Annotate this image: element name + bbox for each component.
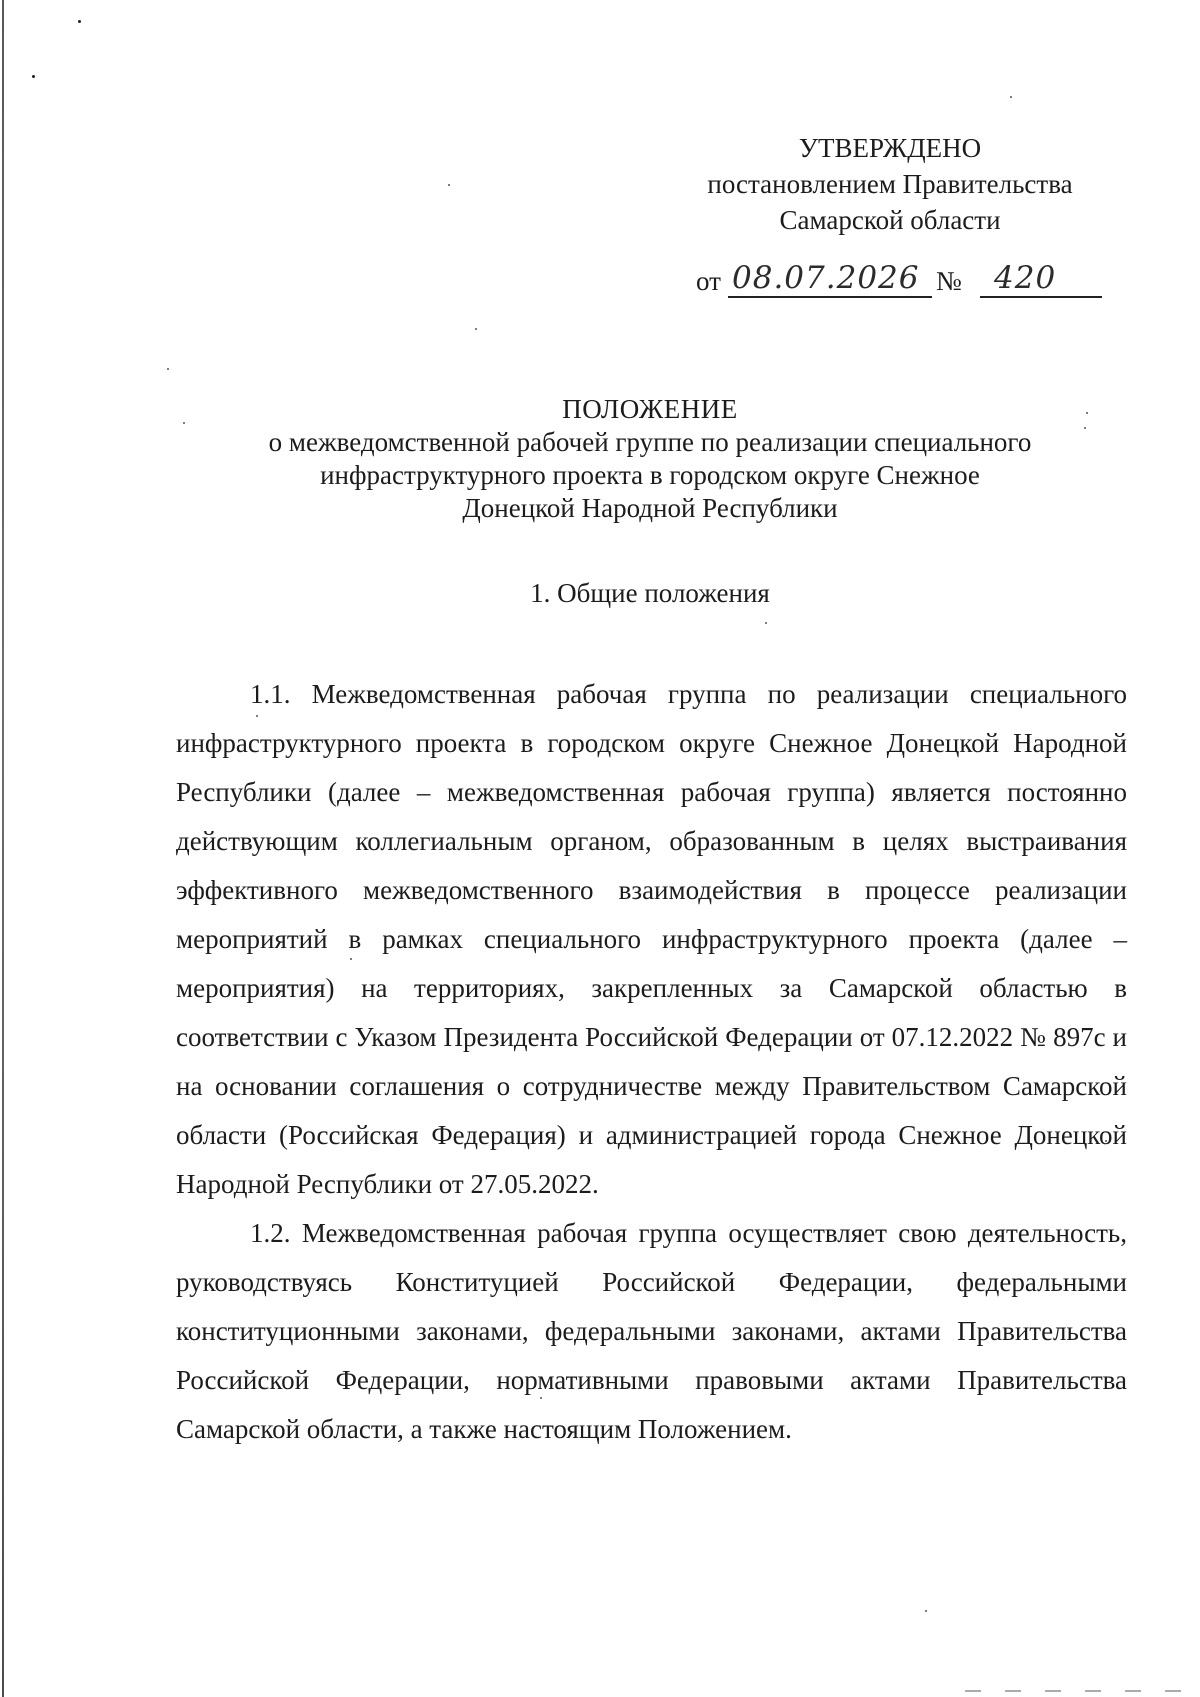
scan-speck — [765, 622, 767, 624]
scan-speck — [1010, 96, 1012, 98]
scan-speck — [475, 328, 477, 330]
section-heading: 1. Общие положения — [530, 578, 770, 608]
approval-heading: УТВЕРЖДЕНО — [798, 133, 982, 163]
number-underline — [980, 296, 1102, 298]
document-title: ПОЛОЖЕНИЕ — [562, 394, 738, 424]
approval-region: Самарской области — [779, 205, 1001, 235]
scan-edge-shadow — [2, 0, 4, 1697]
approval-block — [690, 130, 1090, 238]
approval-issuer: постановлением Правительства — [707, 169, 1073, 199]
paragraph-1-1: 1.1. Межведомственная рабочая группа по реализации специального инфраструктурного проекта в городском округе Снежное Донецкой Народной Республики (далее – межведомственная рабочая группа) является постоянно действующим коллегиальным органом, образованным в целях выстраивания эффективного межведомственного взаимодействия в процессе реализации мероприятий в рамках специального инфраструктурного проекта (далее – мероприятия) на территориях, закрепленных за Самарской областью в соответствии с Указом Президента Российской Федерации от 07.12.2022 № 897с и на основании соглашения о сотрудничестве между Правительством Самарской области (Российская Федерация) и администрацией города Снежное Донецкой Народной Республики от 27.05.2022. — [176, 679, 1127, 1199]
document-subtitle-line: Донецкой Народной Республики — [462, 493, 838, 523]
decree-from-label: от — [696, 266, 721, 296]
decree-date-number — [696, 262, 1106, 302]
date-underline — [728, 296, 932, 298]
scan-speck — [78, 20, 81, 23]
scan-speck — [448, 184, 450, 186]
document-subtitle-line: о межведомственной рабочей группе по реализации специального — [268, 427, 1032, 457]
document-title-block — [100, 393, 1200, 525]
decree-number: 420 — [994, 260, 1057, 296]
document-subtitle-line: инфраструктурного проекта в городском округе Снежное — [320, 460, 980, 490]
decree-number-label: № — [936, 266, 962, 296]
scan-speck — [32, 75, 35, 78]
document-body — [176, 670, 1127, 1454]
decree-date: 08.07.2026 — [732, 260, 920, 296]
scan-speck — [925, 1610, 927, 1612]
scan-speck — [167, 368, 169, 370]
paragraph-1-2: 1.2. Межведомственная рабочая группа осуществляет свою деятельность, руководствуясь Конституцией Российской Федерации, федеральными конституционными законами, федеральными законами, актами Правительства Российской Федерации, нормативными правовыми актами Правительства Самарской области, а также настоящим Положением. — [176, 1218, 1127, 1444]
scan-bottom-dashes — [965, 1690, 1200, 1692]
